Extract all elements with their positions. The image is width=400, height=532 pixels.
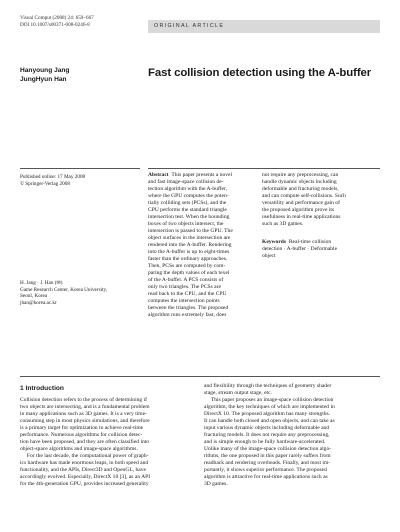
abstract-text: and fast image-space collision de- tection algorithm with the A-buffer, where the GPU computes the poten- tially colliding sets (PCSs), and the CPU performs the standard triangle intersection test. When the bounding boxes of two objects intersect, the intersection is passed to the GPU. The object surfaces in the intersection are rendered into the A-buffer. Rendering into the A-buffer is up to eight-times faster than the ordinary approaches. Then, PCSs are computed by com- paring the depth values of each texel of the A-buffer. A PCS consists of only two triangles. The PCSs are read back to the CPU, and the CPU computes the intersection points between the triangles. The proposed algorithm runs extremely fast, does xyxy=(148,178,233,318)
divider xyxy=(20,168,140,169)
abstract-column-2: not require any preprocessing, can handle dynamic objects including deformable and fracturing models, and can compute self-collisions. Such versatility and performance gain of the proposed algorithm prove its usefulness in real-time applications such as 3D games. xyxy=(262,172,346,227)
keywords-heading: Keywords xyxy=(262,239,287,245)
keywords xyxy=(262,239,380,260)
article-type-band xyxy=(148,20,380,33)
abstract-heading: Abstract xyxy=(148,172,169,178)
abstract-first-line: This paper presents a novel xyxy=(168,172,233,178)
published-date: Published online: 17 May 2008 xyxy=(20,174,86,180)
journal-citation: Visual Comput (2008) 24: 659–667 xyxy=(20,15,94,21)
author-name: JungHyun Han xyxy=(20,75,67,83)
doi: DOI 10.1007/s00371-008-0246-8 xyxy=(20,21,90,28)
paper-title: Fast collision detection using the A-buffer xyxy=(148,67,372,79)
copyright: © Springer-Verlag 2008 xyxy=(20,180,70,187)
author-list xyxy=(20,67,69,84)
publication-info xyxy=(20,174,85,187)
affiliation-institution: Game Research Center, Korea University, xyxy=(20,286,108,293)
divider xyxy=(148,168,380,169)
body-column-2: and flexibility through the techniques of geometry shader stage, stream output stage, etc. This paper proposes an image-space collision detection algorithm, the key techniques of which are implemented in DirectX 10. The proposed algorithm has many strengths. It can handle both closed and open objects, and can take as input various dynamic objects including deformable and fracturing models. It does not require any preprocessing, and is simple enough to be fully hardware-accelerated. Unlike many of the image-space collision detection algo- rithms, the one proposed in this paper rarely suffers from readback and rendering overheads. Finally, and most im- portantly, it shows superior performance. The proposed algorithm is attractive for real-time applications such as 3D games. xyxy=(204,383,335,487)
author-name: Hanyoung Jang xyxy=(20,67,70,74)
affiliation-city: Seoul, Korea xyxy=(20,293,48,300)
section-heading: 1 Introduction xyxy=(20,385,64,392)
body-column-1: Collision detection refers to the process of determining if two objects are intersecting, and is a fundamental problem in many applications such as 3D games. It is a very time- consuming step in most physics simulations, and therefore is a primary target for optimization to achieve real-time performance. Numerous algorithms for collision detec- tion have been proposed, and they are often classified into object-space algorithms and image-space algorithms. For the last decade, the computational power of graph- ics hardware has made enormous leaps, in both speed and functionality, and the APIs, Direct3D and OpenGL, have accordingly evolved. Especially, DirectX 10 [3], as an API for the 4th-generation GPU, provides increased generality xyxy=(20,397,151,487)
abstract-column-1 xyxy=(148,172,255,319)
keywords-rest: detection · A-buffer · Deformable object xyxy=(262,245,338,259)
journal-info xyxy=(20,15,94,28)
article-type-label: ORIGINAL ARTICLE xyxy=(154,23,225,29)
affiliation-email: jhan@korea.ac.kr xyxy=(20,299,57,306)
affiliation-authors: H. Jang · J. Han (✉) xyxy=(20,280,63,286)
keywords-first: Real-time collision xyxy=(286,239,332,245)
divider xyxy=(20,376,380,377)
affiliation xyxy=(20,280,140,306)
